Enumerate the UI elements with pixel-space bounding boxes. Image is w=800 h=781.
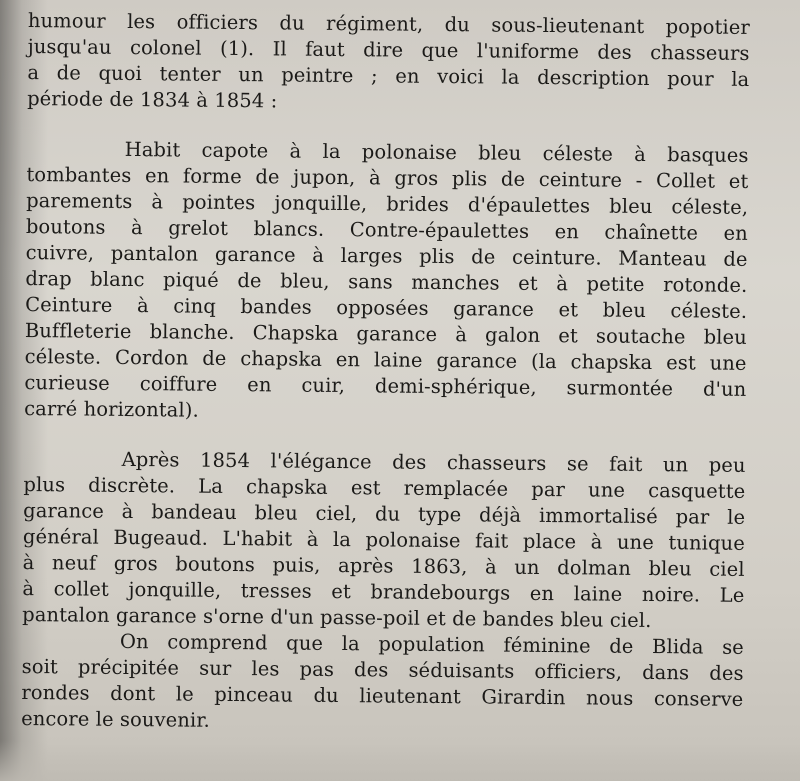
text-block xyxy=(21,8,750,739)
text-line: drap blanc piqué de bleu, sans manches et à petite rotonde. xyxy=(25,266,748,297)
text-line: carré horizontal). xyxy=(24,396,199,422)
text-line: curieuse coiffure en cuir, demi-sphérique, surmontée d'un xyxy=(24,370,747,401)
text-line: cuivre, pantalon garance à larges plis de ceinture. Manteau de xyxy=(25,240,748,271)
text-line: boutons à grelot blancs. Contre-épaulettes en chaînette en xyxy=(25,214,748,245)
text-line: a de quoi tenter un peintre ; en voici la description pour la xyxy=(27,60,750,91)
paragraph-after-1854 xyxy=(22,446,746,635)
text-line: encore le souvenir. xyxy=(21,706,211,732)
text-line: Buffleterie blanche. Chapska garance à galon et soutache bleu xyxy=(24,318,747,349)
page-bottom-shadow xyxy=(0,741,800,781)
paragraph-intro xyxy=(27,8,750,119)
text-line: garance à bandeau bleu ciel, du type déjà immortalisé par le xyxy=(23,498,746,529)
text-line: soit précipitée sur les pas des séduisants officiers, dans des xyxy=(21,654,744,685)
paragraph-blida xyxy=(21,628,744,739)
text-line: plus discrète. La chapska est remplacée par une casquette xyxy=(23,472,746,503)
paragraph-uniform-description xyxy=(24,136,749,429)
text-line: parements à pointes jonquille, brides d'épaulettes bleu céleste, xyxy=(26,188,749,219)
text-line: rondes dont le pinceau du lieutenant Girardin nous conserve xyxy=(21,680,744,711)
text-line: pantalon garance s'orne d'un passe-poil et de bandes bleu ciel. xyxy=(22,602,652,633)
text-line: humour les officiers du régiment, du sous-lieutenant popotier xyxy=(27,8,750,39)
text-line: céleste. Cordon de chapska en laine garance (la chapska est une xyxy=(24,344,747,375)
text-line: tombantes en forme de jupon, à gros plis de ceinture - Collet et xyxy=(26,162,749,193)
text-line: jusqu'au colonel (1). Il faut dire que l'uniforme des chasseurs xyxy=(27,34,750,65)
text-line: Après 1854 l'élégance des chasseurs se fait un peu xyxy=(121,447,746,477)
text-line: Ceinture à cinq bandes opposées garance et bleu céleste. xyxy=(25,292,748,323)
text-line: à collet jonquille, tresses et brandebourgs en laine noire. Le xyxy=(22,576,745,607)
text-line: période de 1834 à 1854 : xyxy=(27,86,278,113)
text-line: Habit capote à la polonaise bleu céleste à basques xyxy=(124,137,749,167)
text-line: On comprend que la population féminine de Blida se xyxy=(119,629,745,659)
text-line: général Bugeaud. L'habit à la polonaise fait place à une tunique xyxy=(22,524,746,555)
text-line: à neuf gros boutons puis, après 1863, à un dolman bleu ciel xyxy=(22,550,745,581)
